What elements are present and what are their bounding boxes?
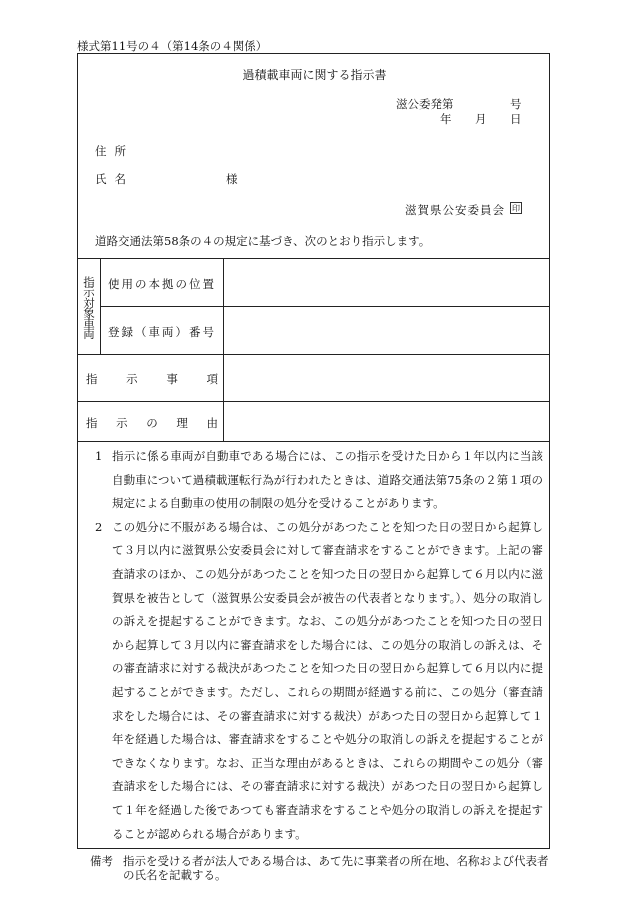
notes-section [95, 445, 543, 846]
label-char: 示 [126, 372, 138, 386]
issuer-name: 滋賀県公安委員会 [405, 203, 505, 217]
base-location-label: 使用の本拠の位置 [108, 277, 216, 291]
document-title: 過積載車両に関する指示書 [242, 68, 387, 82]
name-label: 氏名 [95, 172, 134, 186]
registration-number-label: 登録（車両）番号 [108, 325, 216, 339]
table-top-line [78, 258, 549, 259]
vertical-char: 対 [83, 295, 95, 310]
note-item [95, 516, 543, 846]
table-vline [100, 258, 101, 354]
label-char: の [146, 416, 158, 430]
date-day: 日 [510, 112, 522, 126]
table-line [78, 354, 549, 355]
doc-number-suffix: 号 [510, 97, 522, 111]
vertical-char: 示 [83, 285, 95, 299]
table-vline [223, 258, 224, 441]
label-char: 示 [116, 416, 128, 430]
vertical-char: 両 [83, 327, 95, 341]
doc-number-label: 滋公委発第 [396, 97, 454, 111]
intro-text: 道路交通法第58条の４の規定に基づき、次のとおり指示します。 [95, 234, 431, 248]
note-number: 2 [95, 519, 103, 534]
label-char: 由 [206, 416, 218, 430]
label-char: 項 [206, 372, 218, 386]
vertical-char: 車 [83, 316, 95, 331]
table-bottom-line [78, 441, 549, 442]
remark-label: 備考 [90, 854, 113, 868]
note-text: 指示に係る車両が自動車である場合には、この指示を受けた日から１年以内に当該自動車について過積載運転行為が行われたときは、道路交通法第75条の２第１項の規定による自動車の使用の制限の処分を受けることがあります。 [112, 449, 543, 511]
date-year: 年 [440, 112, 452, 126]
note-number: 1 [95, 449, 103, 463]
form-number: 様式第11号の４（第14条の４関係） [77, 39, 268, 53]
vertical-char: 指 [83, 274, 95, 289]
note-text: この処分に不服がある場合は、この処分があつたことを知つた日の翌日から起算して３月以内に滋賀県公安委員会に対して審査請求をすることができます。上記の審査請求のほか、この処分があつたことを知つた日の翌日から起算して６月以内に滋賀県を被告として（滋賀県公安委員会が被告の代表者となります。）、処分の取消しの訴えを提起することができます。なお、この処分があつたことを知つた日の翌日から起算して３月以内に審査請求をした場合には、この処分の取消しの訴えは、その審査請求に対する裁決があつたことを知つた日の翌日から起算して６月以内に提起することができます。ただし、これらの期間が経過する前に、この処分（審査請求をした場合には、その審査請求に対する裁決）があつた日の翌日から起算して１年を経過した場合は、審査請求をすることや処分の取消しの訴えを提起することができなくなります。なお、正当な理由があるときは、これらの期間やこの処分（審査請求をした場合には、その審査請求に対する裁決）があつた日の翌日から起算して１年を経過した後であつても審査請求をすることや処分の取消しの訴えを提起することが認められる場合があります。 [112, 519, 543, 841]
address-label: 住所 [95, 144, 134, 158]
label-char: 指 [86, 372, 98, 386]
honorific: 様 [226, 172, 238, 186]
vertical-char: 象 [83, 306, 95, 320]
remark-text: 指示を受ける者が法人である場合は、あて先に事業者の所在地、名称および代表者の氏名を記載する。 [123, 854, 549, 882]
instruction-form-frame [77, 53, 550, 849]
note-item [95, 445, 543, 516]
seal-mark: 印 [512, 204, 520, 213]
table-line [78, 401, 549, 402]
date-month: 月 [475, 112, 487, 126]
label-char: 指 [86, 416, 98, 430]
instruction-reason-label [86, 415, 218, 431]
instruction-items-label [86, 371, 218, 387]
table-mid-line [100, 306, 549, 307]
target-vehicle-label [78, 261, 100, 355]
label-char: 事 [166, 372, 178, 386]
label-char: 理 [176, 416, 188, 430]
